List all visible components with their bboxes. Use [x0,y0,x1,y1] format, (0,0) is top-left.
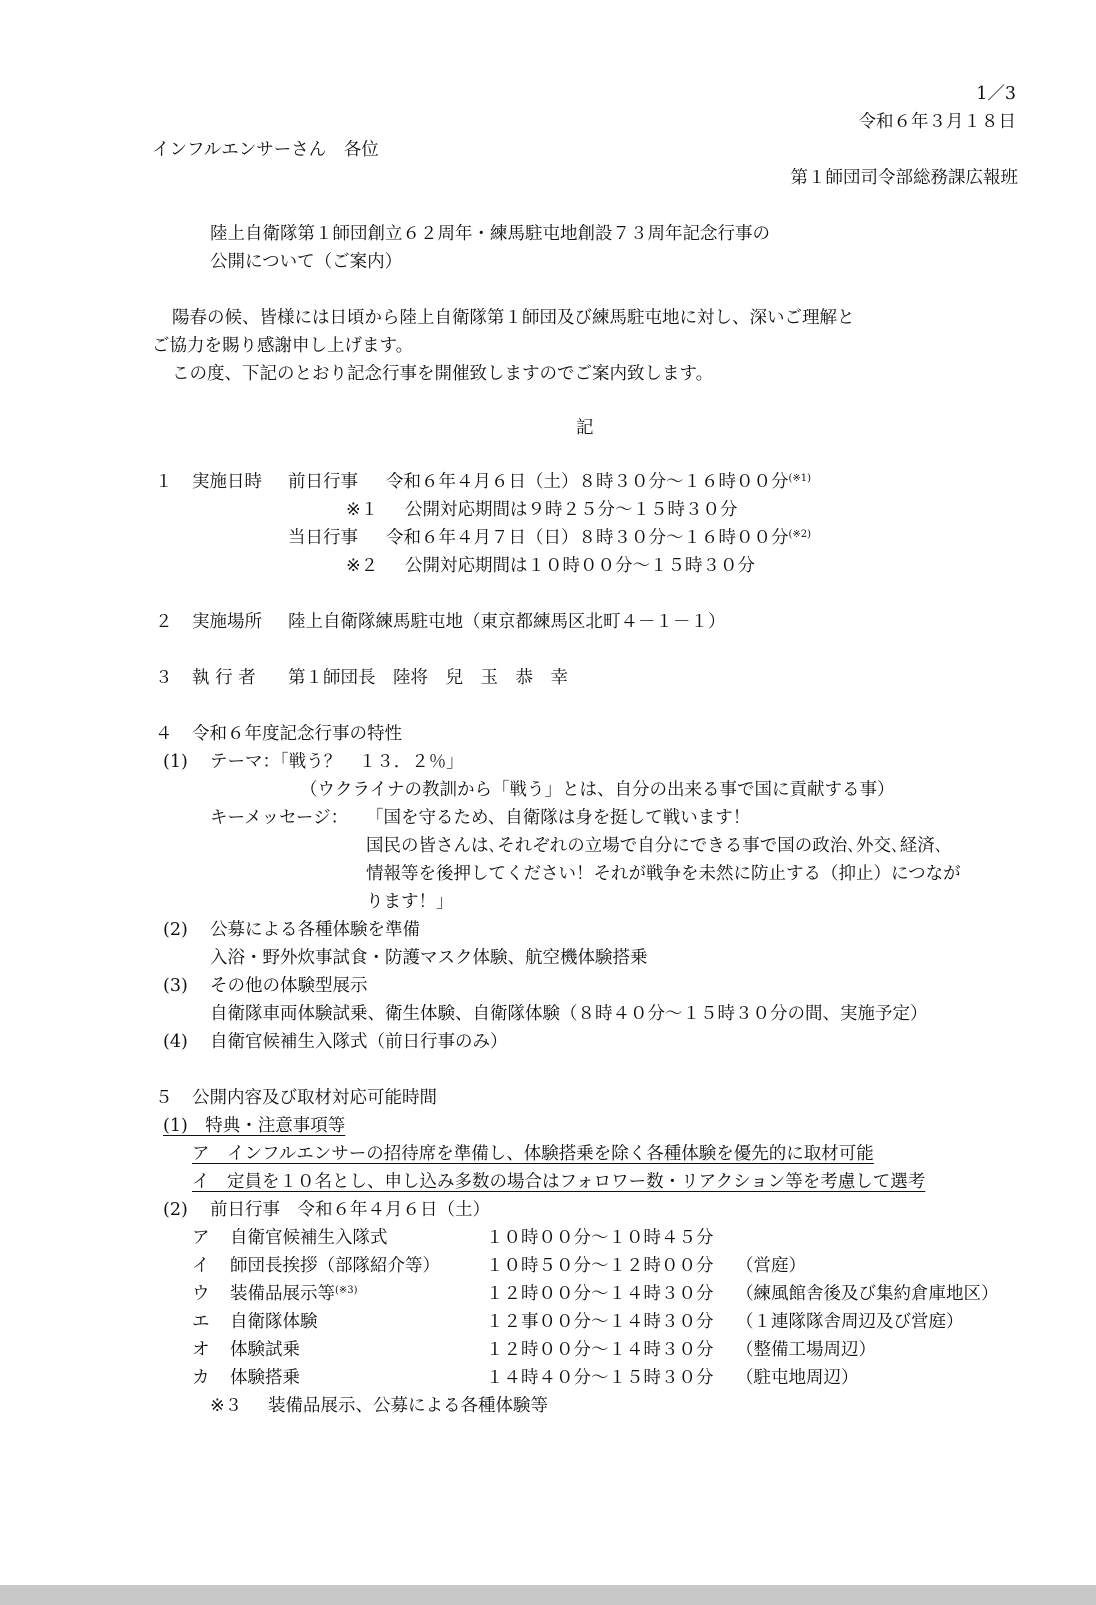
section-2-number: ２ [155,612,173,632]
theme-label: テーマ：「戦う？ １３．２％」 [210,752,464,772]
schedule-place: （１連隊隊舎周辺及び営庭） [736,1312,964,1332]
item-4-3-number: (3) [163,976,188,996]
schedule-event: 自衛官候補生入隊式 [230,1228,388,1248]
schedule-event: 師団長挨拶（部隊紹介等） [230,1256,440,1276]
key-message-line-1: 「国を守るため、自衛隊は身を挺して戦います！ [366,808,751,828]
page-number: 1／3 [976,84,1016,104]
document-date: 令和６年３月１８日 [858,112,1016,132]
section-3-label: 執 行 者 [192,668,256,688]
subject-line-1: 陸上自衛隊第１師団創立６２周年・練馬駐屯地創設７３周年記念行事の [210,224,770,244]
item-5-2-title: 前日行事 令和６年４月６日（土） [210,1200,490,1220]
item-4-4-title: 自衛官候補生入隊式（前日行事のみ） [210,1032,508,1052]
day-event-date: 令和６年４月７日（日）８時３０分～１６時００分$^{(※2)}$ [386,528,812,548]
key-message-line-4: ります！」 [366,892,454,912]
intro-line-1: 陽春の候、皆様には日頃から陸上自衛隊第１師団及び練馬駐屯地に対し、深いご理解と [172,308,855,328]
schedule-event: 体験搭乗 [230,1368,300,1388]
schedule-time: １２事００分～１４時３０分 [486,1312,714,1332]
section-5-title: 公開内容及び取材対応可能時間 [192,1088,437,1108]
item-4-2-title: 公募による各種体験を準備 [210,920,420,940]
item-4-2-detail: 入浴・野外炊事試食・防護マスク体験、航空機体験搭乗 [210,948,648,968]
subject-line-2: 公開について（ご案内） [210,252,403,272]
pre-event-footnote-ref: (※1) [788,473,812,484]
schedule-time: １２時００分～１４時３０分 [486,1284,714,1304]
schedule-place: （駐屯地周辺） [736,1368,859,1388]
item-4-3-title: その他の体験型展示 [210,976,368,996]
pre-event-date: 令和６年４月６日（土）８時３０分～１６時００分$^{(※1)}$ [386,472,812,492]
pre-event-note-mark: ※１ [346,500,379,520]
item-4-1-number: (1) [163,752,188,772]
ki-heading: 記 [576,418,594,438]
footnote-3-mark: ※３ [210,1396,243,1416]
addressee: インフルエンサーさん 各位 [152,140,379,160]
item-5-1-title: (1) 特典・注意事項等 [163,1116,346,1136]
section-4-number: ４ [155,724,173,744]
section-3-number: ３ [155,668,173,688]
section-5-number: ５ [155,1088,173,1108]
section-2-label: 実施場所 [192,612,262,632]
section-4-title: 令和６年度記念行事の特性 [192,724,402,744]
schedule-time: １４時４０分～１５時３０分 [486,1368,714,1388]
key-message-line-2: 国民の皆さんは､それぞれの立場で自分にできる事で国の政治､外交､経済､ [366,836,944,856]
schedule-time: １２時００分～１４時３０分 [486,1340,714,1360]
day-event-label: 当日行事 [288,528,358,548]
schedule-mark: ウ [192,1284,210,1304]
item-4-3-detail: 自衛隊車両体験試乗、衛生体験、自衛隊体験（８時４０分～１５時３０分の間、実施予定） [210,1004,928,1024]
item-5-1-a: ア インフルエンサーの招待席を準備し、体験搭乗を除く各種体験を優先的に取材可能 [192,1144,874,1164]
theme-subtitle: （ウクライナの教訓から「戦う」とは、自分の出来る事で国に貢献する事） [300,780,895,800]
schedule-event: 自衛隊体験 [230,1312,318,1332]
section-1-label: 実施日時 [192,472,262,492]
day-event-note: 公開対応期間は１０時００分～１５時３０分 [405,556,755,576]
schedule-event: 体験試乗 [230,1340,300,1360]
item-4-4-number: (4) [163,1032,188,1052]
schedule-mark: ア [192,1228,210,1248]
schedule-time: １０時５０分～１２時００分 [486,1256,714,1276]
day-event-footnote-ref: (※2) [788,529,812,540]
schedule-mark: エ [192,1312,210,1332]
schedule-mark: カ [192,1368,210,1388]
intro-line-2: ご協力を賜り感謝申し上げます。 [152,336,414,356]
executor: 第１師団長 陸将 兒 玉 恭 幸 [288,668,568,688]
key-message-label: キーメッセージ： [210,808,349,828]
intro-line-3: この度、下記のとおり記念行事を開催致しますのでご案内致します。 [172,364,714,384]
schedule-place: （練風館舎後及び集約倉庫地区） [736,1284,999,1304]
day-event-note-mark: ※２ [346,556,379,576]
schedule-time: １０時００分～１０時４５分 [486,1228,714,1248]
viewer-bottom-edge [0,1585,1096,1605]
section-1-number: １ [155,472,173,492]
key-message-line-3: 情報等を後押してください！それが戦争を未然に防止する（抑止）につなが [366,864,961,884]
schedule-place: （整備工場周辺） [736,1340,876,1360]
schedule-mark: イ [192,1256,210,1276]
schedule-mark: オ [192,1340,210,1360]
item-4-2-number: (2) [163,920,188,940]
schedule-footnote-ref: (※3) [335,1285,358,1296]
venue: 陸上自衛隊練馬駐屯地（東京都練馬区北町４－１－１） [288,612,726,632]
pre-event-label: 前日行事 [288,472,358,492]
schedule-event: 装備品展示等$^{(※3)}$ [230,1284,358,1304]
sender: 第１師団司令部総務課広報班 [790,168,1018,188]
schedule-place: （営庭） [736,1256,806,1276]
pre-event-note: 公開対応期間は９時２５分～１５時３０分 [405,500,738,520]
item-5-1-i: イ 定員を１０名とし、申し込み多数の場合はフォロワー数・リアクション等を考慮して選考 [192,1172,926,1192]
item-5-2-number: (2) [163,1200,188,1220]
footnote-3-text: 装備品展示、公募による各種体験等 [268,1396,548,1416]
